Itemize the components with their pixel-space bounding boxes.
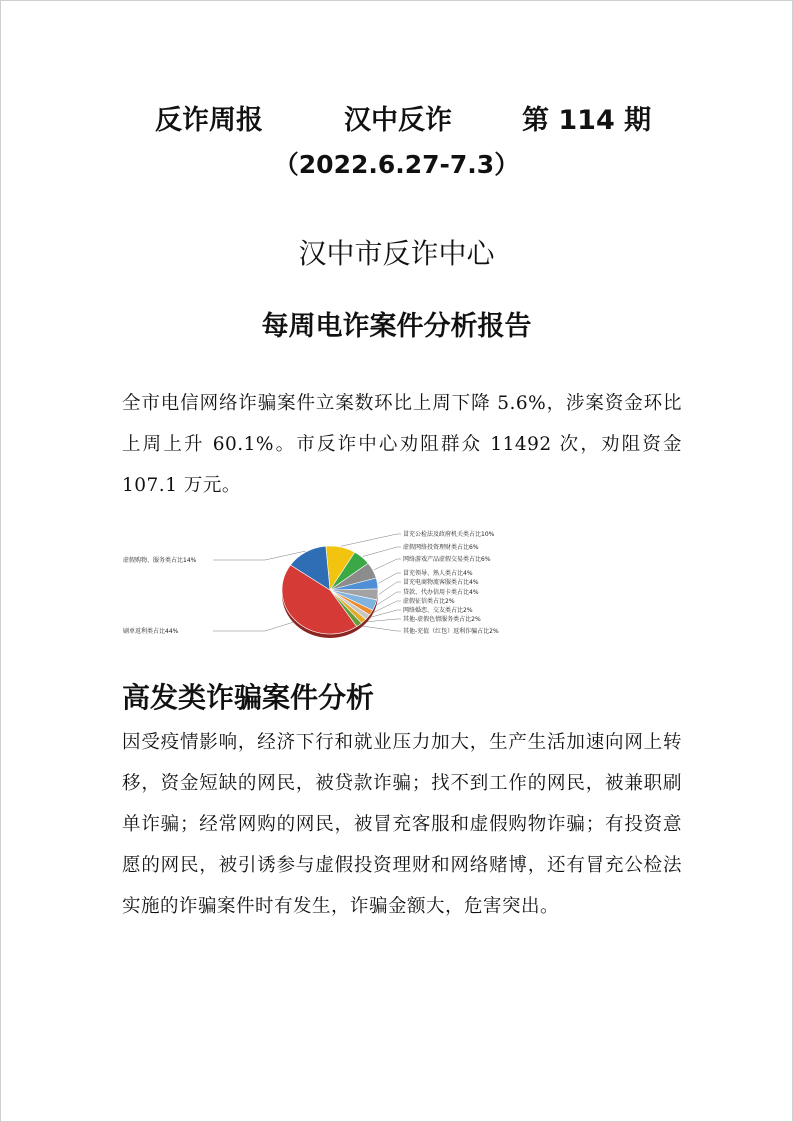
pie-label-5: 冒充领导、熟人类占比4%: [403, 570, 473, 577]
leader-line-1: [213, 551, 305, 560]
pie-label-2: 冒充公检法及政府机关类占比10%: [403, 531, 495, 538]
section-title: 高发类诈骗案件分析: [122, 681, 375, 714]
leader-line-5: [378, 573, 401, 583]
leader-line-3: [363, 547, 401, 557]
pie-label-9: 网络婚恋、交友类占比2%: [403, 607, 473, 614]
date-range: （2022.6.27-7.3）: [273, 150, 520, 179]
leader-line-2: [341, 534, 401, 546]
org-name: 汉中市反诈中心: [298, 237, 495, 270]
leader-line-10: [364, 619, 401, 622]
leader-line-7: [376, 592, 401, 606]
section-body: 因受疫情影响，经济下行和就业压力加大，生产生活加速向网上转移，资金短缺的网民，被贷款诈骗；找不到工作的网民，被兼职刷单诈骗；经常网购的网民，被冒充客服和虚假购物诈骗；有投资意愿的网民，被引诱参与虚假投资理财和网络赌博，还有冒充公检法实施的诈骗案件时有发生，诈骗金额大，危害突出。: [122, 732, 682, 917]
report-title: 每周电诈案件分析报告: [261, 311, 532, 342]
leader-line-0: [213, 622, 295, 631]
pie-label-0: 刷单返利类占比44%: [123, 628, 179, 635]
pie-label-3: 虚假网络投资理财类占比6%: [403, 544, 479, 551]
leader-line-4: [374, 559, 401, 570]
title-weekly: 反诈周报: [155, 105, 263, 136]
pie-label-10: 其他-虚假色情服务类占比2%: [403, 616, 481, 623]
leader-line-6: [379, 582, 401, 595]
pie-chart: [115, 520, 535, 645]
title-publisher: 汉中反诈: [344, 105, 452, 136]
leader-line-11: [360, 626, 401, 631]
report-header: [0, 98, 793, 138]
pie-slices: [282, 546, 378, 638]
pie-label-6: 冒充电商物流客服类占比4%: [403, 579, 479, 586]
summary-paragraph: 全市电信网络诈骗案件立案数环比上周下降 5.6%，涉案资金环比上周上升 60.1%。市反诈中心劝阻群众 11492 次，劝阻资金 107.1 万元。: [122, 393, 682, 496]
pie-label-11: 其他-充值（红包）返利诈骗占比2%: [403, 628, 499, 635]
title-issue: 第 114 期: [522, 105, 652, 136]
pie-label-7: 贷款、代办信用卡类占比4%: [403, 589, 479, 596]
pie-label-8: 虚假征信类占比2%: [403, 598, 455, 605]
pie-label-4: 网络游戏产品虚假交易类占比6%: [403, 556, 491, 563]
pie-label-1: 虚假购物、服务类占比14%: [123, 557, 197, 564]
